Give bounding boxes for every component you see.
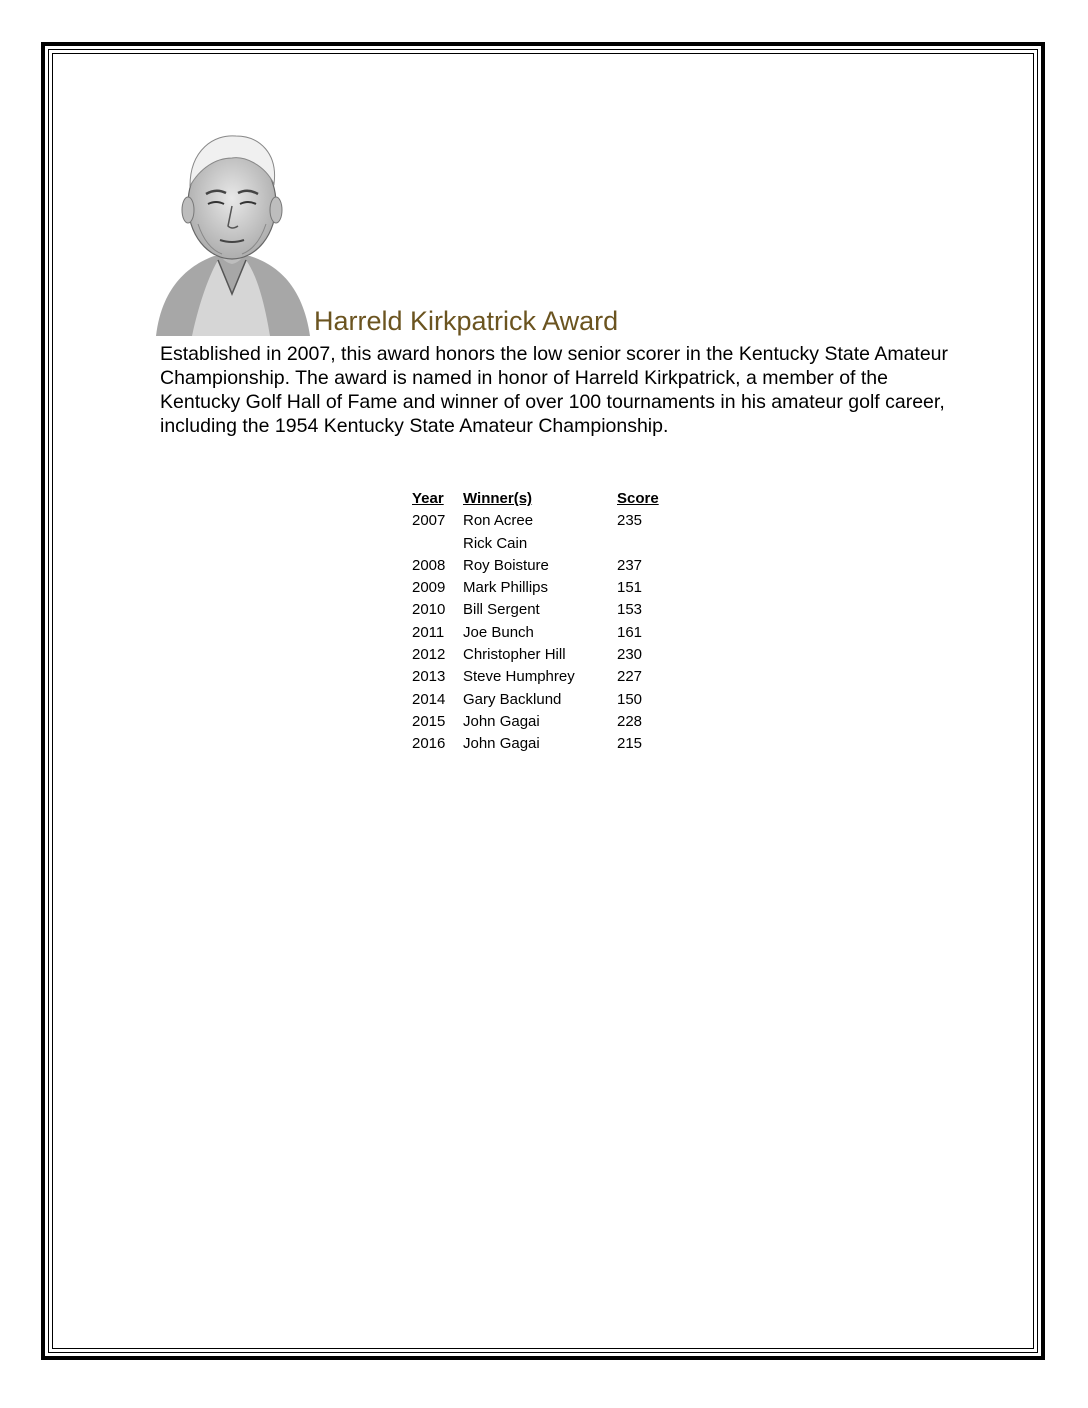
cell-winner: Roy Boisture xyxy=(463,556,549,574)
cell-score: 151 xyxy=(617,579,643,597)
header-score: Score xyxy=(617,490,659,507)
cell-year: 2011 xyxy=(412,623,445,641)
table-row xyxy=(412,599,677,621)
cell-winner: Joe Bunch xyxy=(463,623,534,641)
cell-winner: Ron Acree xyxy=(463,512,534,530)
cell-score xyxy=(617,533,677,555)
portrait-sketch-icon xyxy=(152,124,312,336)
cell-score: 215 xyxy=(617,735,643,753)
cell-score: 228 xyxy=(617,712,643,730)
table-row xyxy=(412,622,677,644)
cell-score: 235 xyxy=(617,512,643,530)
cell-year: 2016 xyxy=(412,735,446,753)
cell-year: 2014 xyxy=(412,690,446,708)
cell-winner: Christopher Hill xyxy=(463,646,566,664)
cell-score: 227 xyxy=(617,668,643,686)
header-winner: Winner(s) xyxy=(463,490,533,507)
cell-year: 2012 xyxy=(412,646,446,664)
table-row xyxy=(412,689,677,711)
table-row xyxy=(412,577,677,599)
cell-score: 153 xyxy=(617,601,643,619)
cell-year: 2009 xyxy=(412,579,446,597)
cell-year: 2007 xyxy=(412,512,446,530)
cell-winner: Bill Sergent xyxy=(463,601,540,619)
table-row xyxy=(412,510,677,532)
cell-score: 230 xyxy=(617,646,643,664)
award-title: Harreld Kirkpatrick Award xyxy=(314,306,619,336)
table-row xyxy=(412,666,677,688)
table-body xyxy=(412,510,677,755)
table-header-row xyxy=(412,488,677,510)
table-row xyxy=(412,711,677,733)
table-row xyxy=(412,533,677,555)
cell-year: 2015 xyxy=(412,712,446,730)
cell-year: 2008 xyxy=(412,556,446,574)
cell-winner: John Gagai xyxy=(463,712,540,730)
cell-year xyxy=(412,533,463,555)
cell-score: 161 xyxy=(617,623,643,641)
cell-year: 2013 xyxy=(412,668,446,686)
cell-winner: Steve Humphrey xyxy=(463,668,575,686)
cell-score: 150 xyxy=(617,690,643,708)
award-description: Established in 2007, this award honors the low senior scorer in the Kentucky State Amateur Championship. The award is named in honor of Harreld Kirkpatrick, a member of the Kentucky Golf Hall of Fame and winner of over 100 tournaments in his amateur golf career, including the 1954 Kentucky State Amateur Championship. xyxy=(160,343,949,437)
cell-winner: Rick Cain xyxy=(463,534,528,552)
cell-winner: Mark Phillips xyxy=(463,579,549,597)
table-row xyxy=(412,644,677,666)
results-table xyxy=(412,488,677,756)
cell-year: 2010 xyxy=(412,601,446,619)
cell-winner: Gary Backlund xyxy=(463,690,562,708)
cell-score: 237 xyxy=(617,556,643,574)
table-row xyxy=(412,555,677,577)
header-year: Year xyxy=(412,490,444,507)
table-row xyxy=(412,733,677,755)
cell-winner: John Gagai xyxy=(463,735,540,753)
